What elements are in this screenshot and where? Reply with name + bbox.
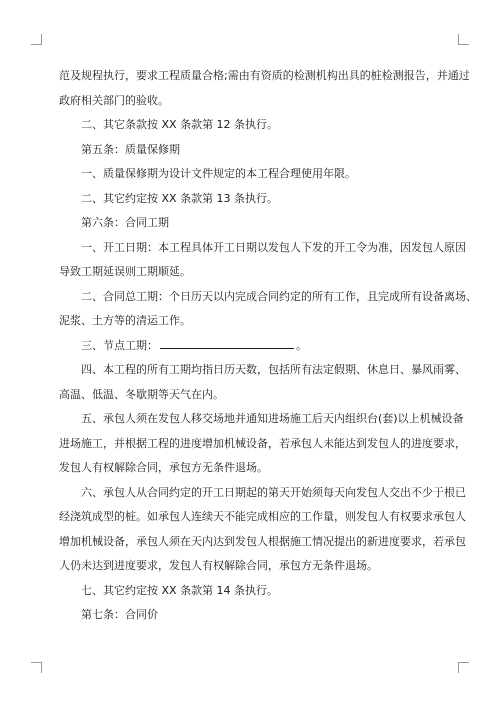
clause-item-node-schedule	[59, 334, 445, 359]
page-corner-mark-top-left	[31, 34, 42, 45]
paragraph-line: 范及规程执行，要求工程质量合格;需由有资质的检测机构出具的桩检测报告，并通过	[59, 69, 470, 82]
paragraph-line: 政府相关部门的验收。	[59, 93, 169, 107]
fill-in-blank	[160, 337, 294, 349]
clause-item: 六、承包人从合同约定的开工日期起的第天开始须每天向发包人交出不少于根已	[81, 485, 466, 499]
page-corner-mark-bottom-left	[31, 662, 42, 673]
paragraph-line: 增加机械设备，承包人须在天内达到发包人根据施工情况提出的新进度要求，若承包	[59, 534, 466, 548]
clause-item: 二、其它条款按 XX 条款第 12 条执行。	[81, 118, 279, 131]
clause-label: 三、节点工期：	[81, 338, 158, 352]
paragraph-line: 高温、低温、冬歇期等天气在内。	[59, 387, 224, 401]
paragraph-line: 泥浆、土方等的清运工作。	[59, 314, 191, 327]
article-heading: 第七条：合同价	[81, 608, 158, 621]
clause-item: 七、其它约定按 XX 条款第 14 条执行。	[81, 583, 279, 597]
paragraph-line: 导致工期延误则工期顺延。	[59, 265, 191, 278]
paragraph-line: 人仍未达到进度要求，发包人有权解除合同，承包方无条件退场。	[59, 559, 378, 572]
paragraph-line: 发包人有权解除合同，承包方无条件退场。	[59, 461, 268, 474]
clause-item: 五、承包人须在发包人移交场地并通知进场施工后天内组织台(套)以上机械设备	[81, 412, 464, 425]
paragraph-line: 进场施工，并根据工程的进度增加机械设备，若承包人未能达到发包人的进度要求，	[59, 436, 466, 450]
clause-item: 二、合同总工期：个日历天以内完成合同约定的所有工作，且完成所有设备离场、	[81, 289, 477, 303]
clause-end-punct: 。	[296, 338, 307, 352]
clause-item: 一、质量保修期为设计文件规定的本工程合理使用年限。	[81, 167, 356, 180]
article-heading: 第五条：质量保修期	[81, 142, 180, 156]
clause-item: 二、其它约定按 XX 条款第 13 条执行。	[81, 191, 279, 205]
article-heading: 第六条：合同工期	[81, 216, 169, 229]
document-body	[59, 64, 477, 628]
page-corner-mark-top-right	[458, 34, 469, 45]
clause-item: 四、本工程的所有工期均指日历天数，包括所有法定假期、休息日、暴风雨雾、	[81, 363, 466, 376]
paragraph-line: 经浇筑成型的桩。如承包人连续天不能完成相应的工作量，则发包人有权要求承包人	[59, 510, 466, 523]
page-corner-mark-bottom-right	[458, 662, 469, 673]
clause-item: 一、开工日期：本工程具体开工日期以发包人下发的开工令为准，因发包人原因	[81, 240, 466, 254]
